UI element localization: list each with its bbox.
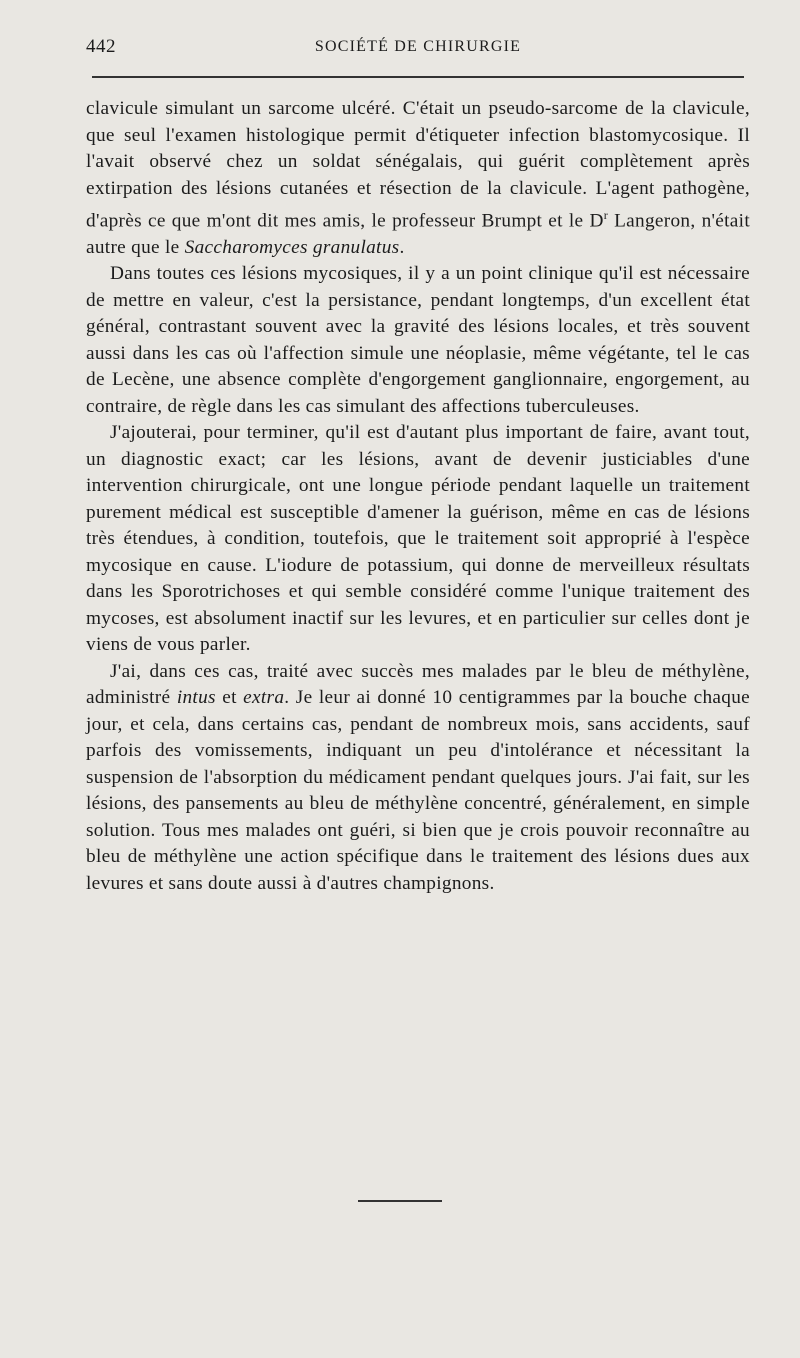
body-text bbox=[86, 96, 750, 897]
paragraph-1-text: clavicule simulant un sarcome ulcéré. C'était un pseudo-sarcome de la clavicule, que seul l'examen histologique permit d'étiqueter infection blastomycosique. Il l'avait observé chez un soldat sénégalais, qui guérit complètement après extirpation des lésions cutanées et résection de la clavicule. L'agent pathogène, d'après ce que m'ont dit mes amis, le professeur Brumpt et le D bbox=[86, 98, 750, 232]
latin-term-intus: intus bbox=[176, 687, 216, 709]
species-name: Saccharomyces granulatus bbox=[184, 236, 400, 258]
paragraph-4-text-a: J'ai, dans ces cas, traité avec succès mes malades par le bleu de méthylène, administré bbox=[86, 660, 750, 709]
doctor-abbrev-superscript: r bbox=[603, 208, 609, 222]
paragraph-1-end: . bbox=[399, 236, 405, 258]
paragraph-1-text-cont: Langeron, n'était autre que le bbox=[86, 210, 750, 258]
page-header bbox=[86, 36, 750, 62]
section-end-rule bbox=[358, 1200, 442, 1202]
paragraph-4-text-c: . Je leur ai donné 10 centigrammes par la bouche chaque jour, et cela, dans certains cas, pendant de nombreux mois, sans accidents, sauf parfois des vomissements, indiquant un peu d'intolérance et nécessitant la suspension de l'absorption du médicament pendant quelques jours. J'ai fait, sur les lésions, des pansements au bleu de méthylène concentré, généralement, en simple solution. Tous mes malades ont guéri, si bien que je crois pouvoir reconnaître au bleu de méthylène une action spécifique dans le traitement des lésions dues aux levures et sans doute aussi à d'autres champignons. bbox=[86, 687, 750, 894]
page-number: 442 bbox=[86, 36, 116, 57]
paragraph-1 bbox=[86, 96, 750, 261]
latin-term-extra: extra bbox=[243, 687, 285, 709]
running-head: SOCIÉTÉ DE CHIRURGIE bbox=[314, 38, 522, 55]
paragraph-4 bbox=[86, 659, 750, 898]
paragraph-3: J'ajouterai, pour terminer, qu'il est d'autant plus important de faire, avant tout, un diagnostic exact; car les lésions, avant de devenir justiciables d'une intervention chirurgicale, ont une longue période pendant laquelle un traitement purement médical est susceptible d'amener la guérison, même en cas de lésions très étendues, à condition, toutefois, que le traitement soit approprié à l'espèce mycosique en cause. L'iodure de potassium, qui donne de merveilleux résultats dans les Sporotrichoses et qui semble considéré comme l'unique traitement des mycoses, est absolument inactif sur les levures, et en particulier sur celles dont je viens de vous parler. bbox=[86, 422, 750, 656]
header-rule bbox=[92, 76, 744, 78]
paragraph-4-text-b: et bbox=[215, 687, 244, 709]
paragraph-2: Dans toutes ces lésions mycosiques, il y a un point clinique qu'il est nécessaire de mettre en valeur, c'est la persistance, pendant longtemps, d'un excellent état général, contrastant souvent avec la gravité des lésions locales, et très souvent aussi dans les cas où l'affection simule une néoplasie, même végétante, tel le cas de Lecène, une absence complète d'engorgement ganglionnaire, engorgement, au contraire, de règle dans les cas simulant des affections tuberculeuses. bbox=[86, 263, 750, 417]
